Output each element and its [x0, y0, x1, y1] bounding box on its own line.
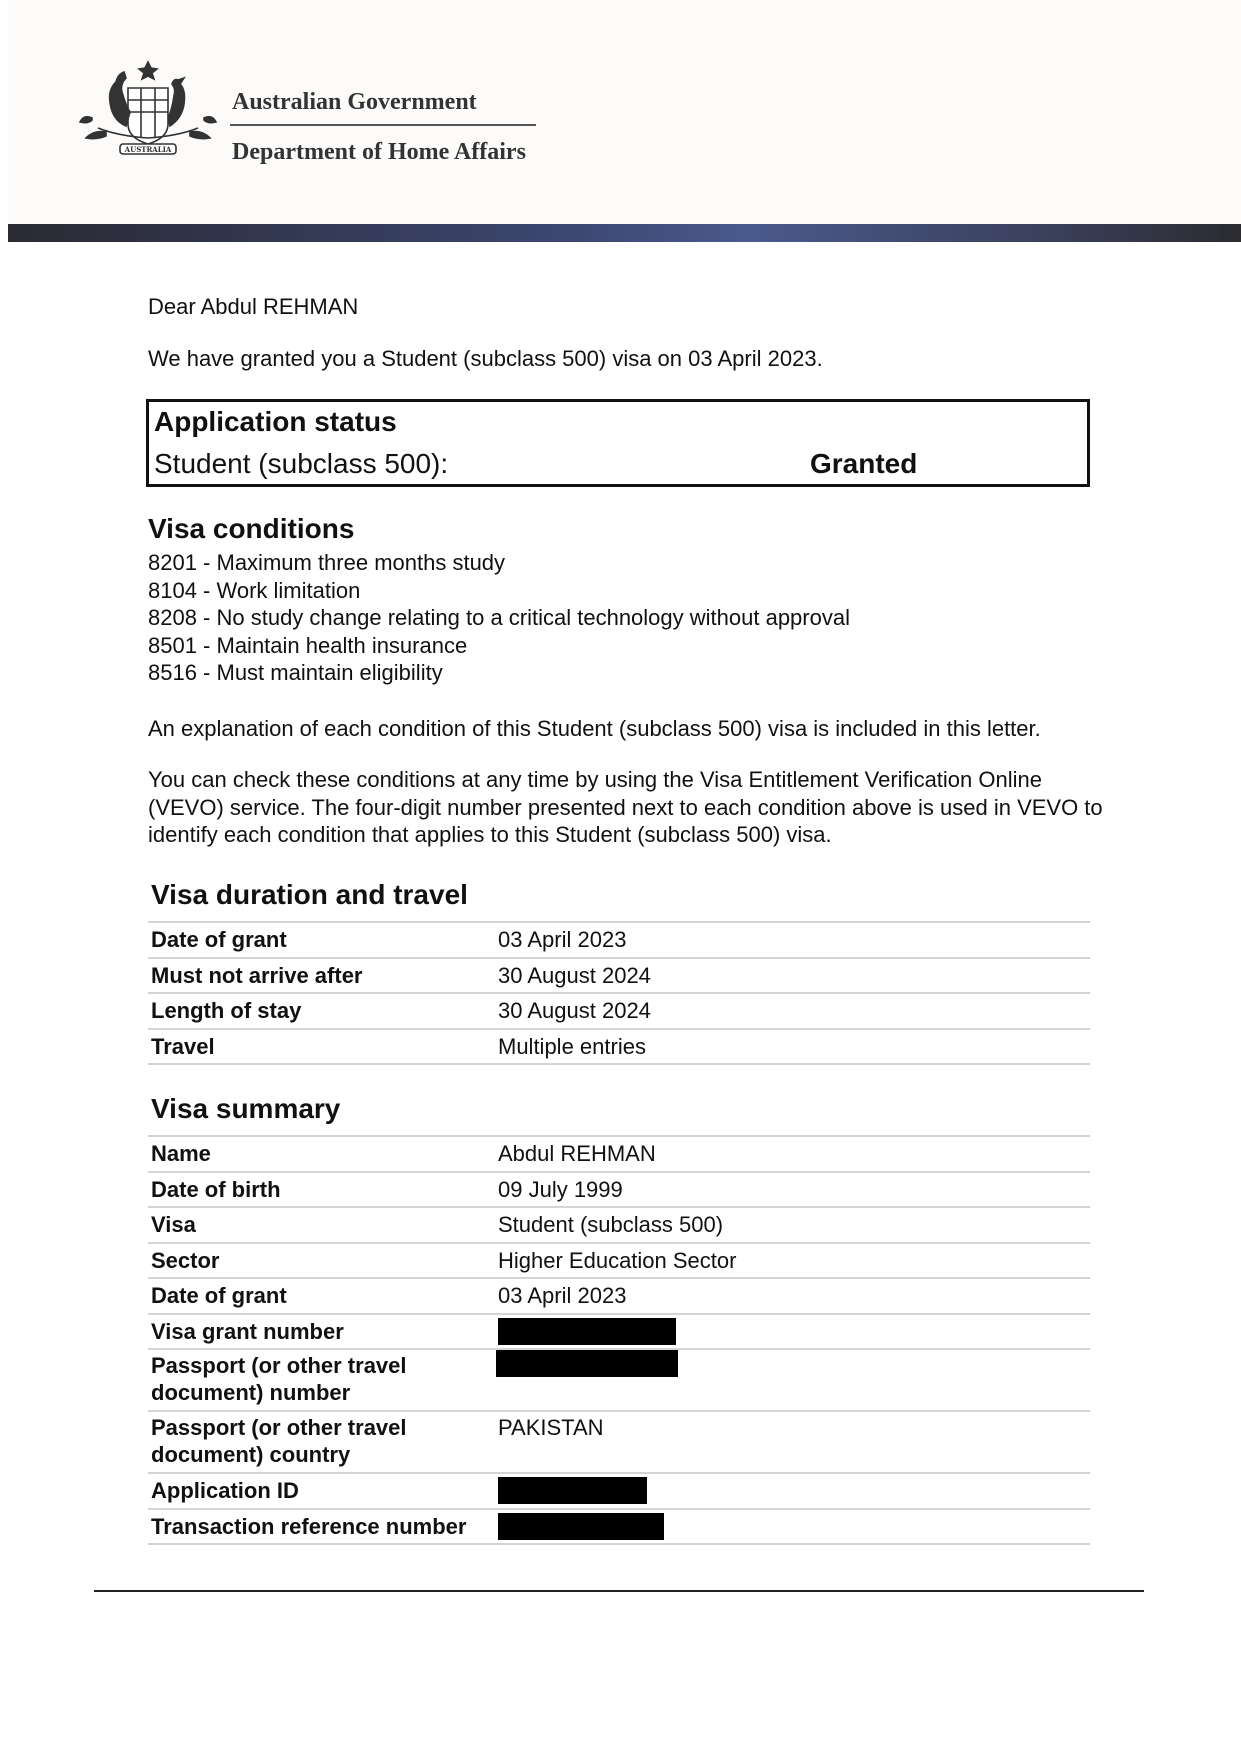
duration-heading: Visa duration and travel [151, 879, 468, 910]
row-value: 30 August 2024 [498, 962, 651, 988]
table-row [148, 1137, 1090, 1173]
row-label: Passport (or other travel document) country [151, 1415, 407, 1467]
crest-label: AUSTRALIA [124, 145, 172, 154]
status-title: Application status [154, 406, 397, 437]
row-value-redacted [498, 1510, 1090, 1544]
table-row [148, 1350, 1090, 1412]
row-label: Transaction reference number [151, 1513, 467, 1539]
row-value: Multiple entries [498, 1033, 646, 1059]
header-bar [8, 224, 1241, 242]
summary-table [148, 1135, 1090, 1545]
redaction-block [496, 1350, 678, 1377]
duration-table [148, 921, 1090, 1065]
row-label: Travel [151, 1033, 215, 1059]
row-value: 03 April 2023 [498, 1283, 627, 1308]
table-row [148, 1474, 1090, 1510]
row-value: Student (subclass 500) [498, 1212, 724, 1237]
row-label: Application ID [151, 1478, 299, 1503]
row-value-redacted [498, 1474, 1090, 1508]
government-name: Australian Government [232, 89, 477, 115]
table-row [148, 1030, 1090, 1066]
row-label: Date of grant [151, 1283, 287, 1308]
table-row [148, 1315, 1090, 1351]
brand-divider [230, 124, 536, 126]
redaction-block [498, 1477, 647, 1504]
condition-item: 8104 - Work limitation [148, 577, 361, 603]
intro-text: We have granted you a Student (subclass 500) visa on 03 April 2023. [148, 346, 823, 371]
row-value: 30 August 2024 [498, 998, 651, 1023]
application-status-box [146, 399, 1090, 487]
table-row [148, 923, 1090, 959]
row-label: Must not arrive after [151, 962, 363, 988]
table-row [148, 1244, 1090, 1280]
conditions-explanation: An explanation of each condition of this Student (subclass 500) visa is included in this letter. [148, 716, 1041, 741]
row-value: 09 July 1999 [498, 1176, 623, 1202]
vevo-note: You can check these conditions at any time by using the Visa Entitlement Verification Online (VEVO) service. The four-digit number presented next to each condition above is used in VEVO to identify each condition that applies to this Student (subclass 500) visa. [148, 767, 1103, 847]
redaction-block [498, 1513, 664, 1540]
conditions-heading: Visa conditions [148, 513, 355, 544]
status-label: Student (subclass 500): [154, 448, 449, 479]
table-row [148, 1173, 1090, 1209]
condition-item: 8501 - Maintain health insurance [148, 632, 468, 658]
coat-of-arms-icon [76, 58, 220, 166]
table-row [148, 1412, 1090, 1474]
row-label: Length of stay [151, 998, 302, 1023]
row-value-redacted [498, 1315, 1090, 1349]
footer-divider [94, 1590, 1144, 1592]
redaction-block [498, 1318, 676, 1345]
salutation: Dear Abdul REHMAN [148, 294, 359, 319]
condition-item: 8208 - No study change relating to a critical technology without approval [148, 605, 850, 630]
conditions-list [148, 549, 850, 687]
row-value: 03 April 2023 [498, 927, 627, 952]
agency-brand [230, 86, 536, 168]
row-label: Date of grant [151, 927, 287, 952]
row-value-redacted [498, 1350, 1090, 1410]
row-label: Date of birth [151, 1176, 281, 1202]
condition-item: 8201 - Maximum three months study [148, 550, 506, 575]
row-value: Abdul REHMAN [498, 1141, 656, 1166]
table-row [148, 1208, 1090, 1244]
table-row [148, 1279, 1090, 1315]
table-row [148, 1510, 1090, 1546]
row-label: Name [151, 1141, 211, 1166]
table-row [148, 959, 1090, 995]
row-label: Passport (or other travel document) number [151, 1353, 407, 1405]
department-name: Department of Home Affairs [232, 139, 526, 165]
row-value: Higher Education Sector [498, 1247, 737, 1273]
table-row [148, 994, 1090, 1030]
row-label: Visa grant number [151, 1318, 344, 1344]
row-value: PAKISTAN [498, 1415, 604, 1440]
condition-item: 8516 - Must maintain eligibility [148, 660, 443, 685]
row-label: Visa [151, 1212, 196, 1237]
status-value: Granted [810, 448, 918, 479]
row-label: Sector [151, 1247, 220, 1273]
summary-heading: Visa summary [151, 1093, 341, 1124]
